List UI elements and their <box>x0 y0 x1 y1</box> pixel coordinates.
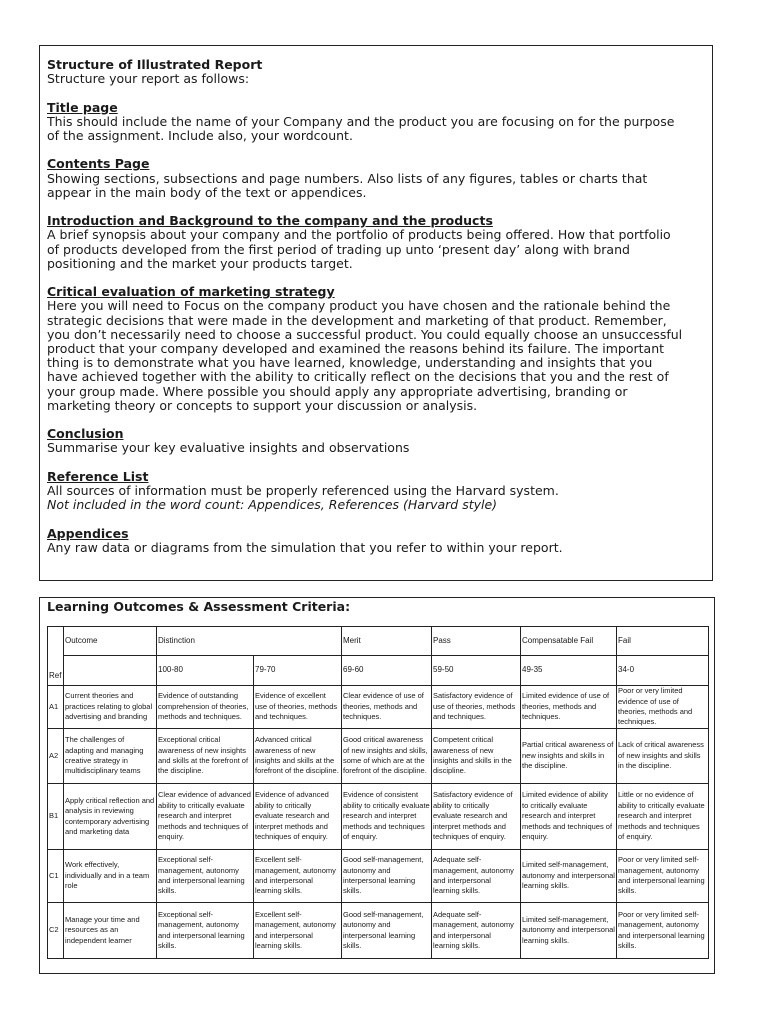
criteria-cell: Good self-management, autonomy and interpersonal learning skills. <box>342 903 432 959</box>
criteria-cell: Poor or very limited self- management, autonomy and interpersonal learning skills. <box>617 903 709 959</box>
criteria-cell: Partial critical awareness of new insights and skills in the discipline. <box>521 729 617 784</box>
section-heading-appendices: Appendices <box>47 525 129 541</box>
section-text: product that your company developed and examined the reasons behind its failure. The important <box>47 341 665 356</box>
section-text: This should include the name of your Company and the product you are focusing on for the purpose <box>47 113 675 129</box>
criteria-cell: Good self-management, autonomy and interpersonal learning skills. <box>342 850 432 903</box>
report-intro: Structure your report as follows: <box>47 71 250 87</box>
row-ref: B1 <box>48 784 64 850</box>
criteria-cell: Satisfactory evidence of ability to critically evaluate research and interpret methods and techniques of enquiry. <box>432 784 521 850</box>
row-outcome: Apply critical reflection and analysis in reviewing contemporary advertising and marketing data <box>64 784 157 850</box>
grade-blank <box>64 656 157 686</box>
criteria-cell: Exceptional critical awareness of new insights and skills at the forefront of the discipline. <box>157 729 254 784</box>
criteria-cell: Poor or very limited evidence of use of theories, methods and techniques. <box>617 686 709 729</box>
header-compensatable-fail: Compensatable Fail <box>521 627 617 656</box>
section-note: Not included in the word count: Appendices, References (Harvard style) <box>47 497 498 513</box>
section-text: positioning and the market your products target. <box>47 255 353 271</box>
section-heading-conclusion: Conclusion <box>47 426 124 442</box>
row-outcome: Manage your time and resources as an independent learner <box>64 903 157 959</box>
row-outcome: Current theories and practices relating to global advertising and branding <box>64 686 157 729</box>
section-heading-critical-evaluation: Critical evaluation of marketing strategy <box>47 284 335 300</box>
criteria-cell: Good critical awareness of new insights and skills, some of which are at the forefront of the discipline. <box>342 729 432 784</box>
criteria-cell: Exceptional self-management, autonomy and interpersonal learning skills. <box>157 903 254 959</box>
criteria-cell: Evidence of consistent ability to critically evaluate research and interpret methods and techniques of enquiry. <box>342 784 432 850</box>
table-row <box>48 784 709 850</box>
section-text: have achieved together with the ability to critically reflect on the decisions that you and the rest of <box>47 369 669 385</box>
row-outcome: The challenges of adapting and managing creative strategy in multidisciplinary teams <box>64 729 157 784</box>
criteria-cell: Satisfactory evidence of use of theories, methods and techniques. <box>432 686 521 729</box>
criteria-cell: Limited evidence of use of theories, methods and techniques. <box>521 686 617 729</box>
section-text: A brief synopsis about your company and the portfolio of products being offered. How that portfolio <box>47 227 671 243</box>
section-text: your group made. Where possible you should apply any appropriate advertising, branding or <box>47 383 628 399</box>
criteria-cell: Limited self-management, autonomy and interpersonal learning skills. <box>521 903 617 959</box>
learning-outcomes-box <box>39 597 715 974</box>
criteria-cell: Excellent self-management, autonomy and interpersonal learning skills. <box>254 903 342 959</box>
grade-band: 59-50 <box>432 656 521 686</box>
header-outcome: Outcome <box>64 627 157 656</box>
criteria-cell: Limited self-management, autonomy and interpersonal learning skills. <box>521 850 617 903</box>
criteria-cell: Evidence of advanced ability to critically evaluate research and interpret methods and techniques of enquiry. <box>254 784 342 850</box>
criteria-cell: Competent critical awareness of new insights and skills in the discipline. <box>432 729 521 784</box>
criteria-cell: Evidence of excellent use of theories, methods and techniques. <box>254 686 342 729</box>
section-text: Summarise your key evaluative insights and observations <box>47 440 410 456</box>
table-row <box>48 850 709 903</box>
grade-band: 79-70 <box>254 656 342 686</box>
learning-outcomes-title: Learning Outcomes & Assessment Criteria: <box>47 599 351 614</box>
section-text: marketing theory or concepts to support your discussion or analysis. <box>47 397 478 413</box>
grade-band: 69-60 <box>342 656 432 686</box>
table-header-row <box>48 627 709 656</box>
section-heading-title-page: Title page <box>47 99 118 115</box>
criteria-cell: Exceptional self-management, autonomy and interpersonal learning skills. <box>157 850 254 903</box>
section-heading-introduction: Introduction and Background to the company and the products <box>47 213 493 229</box>
row-ref: C1 <box>48 850 64 903</box>
header-distinction: Distinction <box>157 627 342 656</box>
section-text: Here you will need to Focus on the company product you have chosen and the rationale behind the <box>47 298 671 314</box>
report-title: Structure of Illustrated Report <box>47 57 263 72</box>
criteria-cell: Limited evidence of ability to critically evaluate research and interpret methods and techniques of enquiry. <box>521 784 617 850</box>
section-text: strategic decisions that were made in the development and marketing of that product. Remember, <box>47 312 667 328</box>
criteria-cell: Adequate self-management, autonomy and interpersonal learning skills. <box>432 850 521 903</box>
assessment-criteria-table <box>47 626 709 959</box>
header-ref: Ref <box>48 627 64 686</box>
table-row <box>48 686 709 729</box>
section-text: of the assignment. Include also, your wordcount. <box>47 128 353 143</box>
row-ref: A1 <box>48 686 64 729</box>
criteria-cell: Clear evidence of use of theories, methods and techniques. <box>342 686 432 729</box>
grade-band: 34-0 <box>617 656 709 686</box>
criteria-cell: Evidence of outstanding comprehension of theories, methods and techniques. <box>157 686 254 729</box>
grade-band: 49-35 <box>521 656 617 686</box>
table-row <box>48 903 709 959</box>
grade-band: 100-80 <box>157 656 254 686</box>
criteria-cell: Lack of critical awareness of new insights and skills in the discipline. <box>617 729 709 784</box>
section-text: you don’t necessarily need to choose a successful product. You could equally choose an unsuccessful <box>47 326 683 342</box>
criteria-cell: Poor or very limited self- management, autonomy and interpersonal learning skills. <box>617 850 709 903</box>
section-text: of products developed from the first period of trading up unto ‘present day’ along with brand <box>47 241 630 257</box>
grade-band-row <box>48 656 709 686</box>
criteria-cell: Excellent self-management, autonomy and interpersonal learning skills. <box>254 850 342 903</box>
row-ref: A2 <box>48 729 64 784</box>
criteria-cell: Advanced critical awareness of new insights and skills at the forefront of the discipline. <box>254 729 342 784</box>
section-text: thing is to demonstrate what you have learned, knowledge, understanding and insights that you <box>47 355 653 371</box>
criteria-cell: Adequate self-management, autonomy and interpersonal learning skills. <box>432 903 521 959</box>
criteria-cell: Little or no evidence of ability to critically evaluate research and interpret methods and techniques of enquiry. <box>617 784 709 850</box>
section-text: Showing sections, subsections and page numbers. Also lists of any figures, tables or charts that <box>47 170 648 186</box>
section-text: All sources of information must be properly referenced using the Harvard system. <box>47 483 559 498</box>
header-merit: Merit <box>342 627 432 656</box>
section-text: Any raw data or diagrams from the simulation that you refer to within your report. <box>47 539 563 555</box>
section-heading-reference-list: Reference List <box>47 468 149 484</box>
section-heading-contents-page: Contents Page <box>47 156 150 172</box>
row-ref: C2 <box>48 903 64 959</box>
header-pass: Pass <box>432 627 521 656</box>
table-row <box>48 729 709 784</box>
section-text: appear in the main body of the text or appendices. <box>47 184 367 200</box>
row-outcome: Work effectively, individually and in a team role <box>64 850 157 903</box>
criteria-cell: Clear evidence of advanced ability to critically evaluate research and interpret methods and techniques of enquiry. <box>157 784 254 850</box>
header-fail: Fail <box>617 627 709 656</box>
report-structure-box <box>39 45 713 581</box>
